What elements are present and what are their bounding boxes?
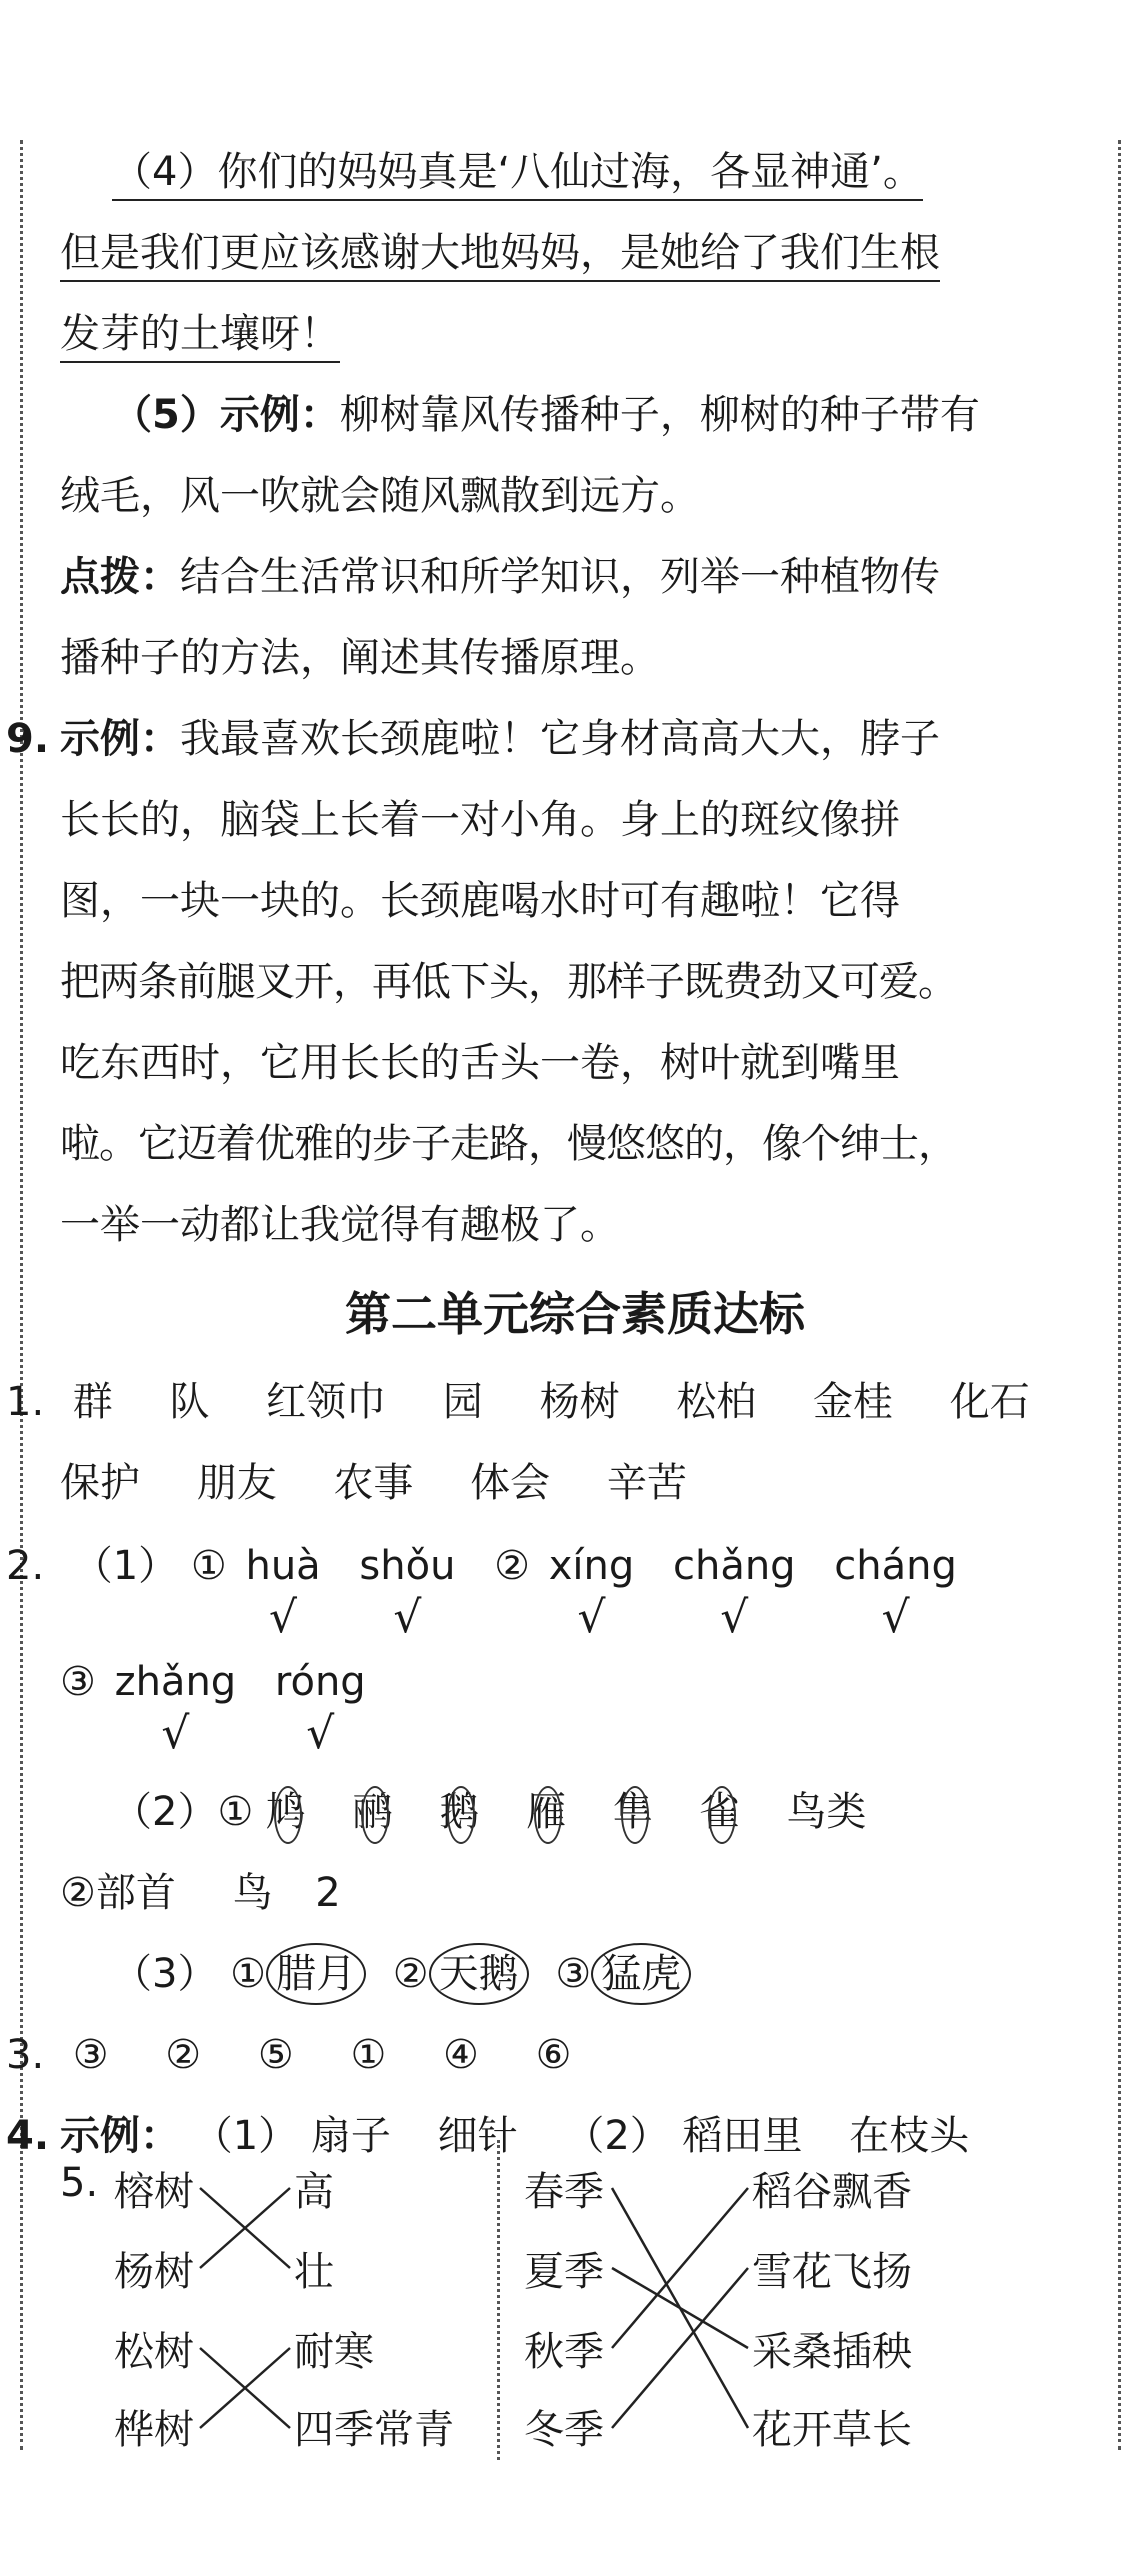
q4-line3: 发芽的土壤呀！ (60, 294, 1090, 375)
tip-line2: 播种子的方法，阐述其传播原理。 (60, 635, 660, 681)
q9-line6: 啦。它迈着优雅的步子走路，慢悠悠的，像个绅士， (60, 1121, 957, 1167)
tree-item: 桦树 (114, 2407, 194, 2453)
tree-item: 松树 (114, 2329, 194, 2375)
right-margin-dotted-line (1118, 140, 1121, 2450)
u2-q2-p2-row1: （2）① 鸠 鹂 鹅 雁 隼 雀 鸟类 (60, 1772, 1090, 1853)
matching-lines (0, 2140, 1143, 2470)
scene-item: 稻谷飘香 (752, 2169, 912, 2215)
q9-line2: 长长的，脑袋上长着一对小角。身上的斑纹像拼 (60, 797, 900, 843)
trait-item: 耐寒 (294, 2329, 374, 2375)
trait-item: 四季常青 (294, 2407, 454, 2453)
pinyin-hua: huà √ (245, 1543, 321, 1643)
u2-q5-num: 5. (60, 2160, 99, 2206)
tree-item: 杨树 (114, 2249, 194, 2295)
q9-line7: 一举一动都让我觉得有趣极了。 (60, 1202, 620, 1248)
crossed-char: 鹂 (353, 1772, 393, 1853)
u2-q2-p2-row2: ②部首 鸟 2 (60, 1870, 341, 1916)
pinyin-zhang: zhǎng √ (114, 1659, 237, 1759)
pinyin-rong: róng √ (274, 1659, 366, 1759)
pinyin-shou: shǒu √ (359, 1543, 456, 1643)
pinyin-chang2: cháng √ (834, 1543, 957, 1643)
season-item: 春季 (524, 2169, 604, 2215)
pinyin-xing: xíng √ (548, 1543, 635, 1643)
q9-line5: 吃东西时，它用长长的舌头一卷，树叶就到嘴里 (60, 1040, 900, 1086)
scene-item: 雪花飞扬 (752, 2249, 912, 2295)
circled-word: 天鹅 (429, 1943, 529, 2005)
match-line (612, 2268, 748, 2428)
q9-line1: 9. 示例：我最喜欢长颈鹿啦！它身材高高大大，脖子 (6, 716, 940, 762)
u2-q3: 3. ③ ② ⑤ ① ④ ⑥ (6, 2032, 572, 2078)
season-item: 夏季 (524, 2249, 604, 2295)
crossed-char: 雁 (526, 1772, 566, 1853)
crossed-char: 鸠 (266, 1772, 306, 1853)
u2-q2-p3: （3） ① 腊月 ② 天鹅 ③ 猛虎 (60, 1934, 1090, 2015)
scene-item: 采桑插秧 (752, 2329, 912, 2375)
crossed-char: 雀 (700, 1772, 740, 1853)
circled-word: 腊月 (266, 1943, 366, 2005)
match-line (612, 2268, 748, 2348)
tree-item: 榕树 (114, 2169, 194, 2215)
q5-line2: 绒毛，风一吹就会随风飘散到远方。 (60, 473, 700, 519)
u2-q4: 4. 示例： （1） 扇子 细针 （2） 稻田里 在枝头 (6, 2113, 970, 2159)
q4-line2: 但是我们更应该感谢大地妈妈，是她给了我们生根 (60, 213, 1090, 294)
answer-page (6, 132, 1090, 2177)
q5-line1: （5）示例：柳树靠风传播种子，柳树的种子带有 (112, 392, 980, 438)
circled-word: 猛虎 (591, 1943, 691, 2005)
season-item: 冬季 (524, 2407, 604, 2453)
trait-item: 壮 (294, 2249, 334, 2295)
u2-q2-p1-row1: 2. （1） ① huà √ shǒu √ ② xíng √ chǎng √ cháng √ (6, 1540, 1090, 1656)
pinyin-chang3: chǎng √ (672, 1543, 796, 1643)
u2-q1-row2: 保护 朋友 农事 体会 辛苦 (60, 1460, 687, 1506)
scene-item: 花开草长 (752, 2407, 912, 2453)
season-item: 秋季 (524, 2329, 604, 2375)
trait-item: 高 (294, 2169, 334, 2215)
unit2-title: 第二单元综合素质达标 (345, 1287, 805, 1341)
q9-line4: 把两条前腿叉开，再低下头，那样子既费劲又可爱。 (60, 959, 957, 1005)
q9-line3: 图，一块一块的。长颈鹿喝水时可有趣啦！它得 (60, 878, 900, 924)
q4-line1: （4）你们的妈妈真是‘八仙过海，各显神通’。 (60, 132, 1090, 213)
crossed-char: 隼 (613, 1772, 653, 1853)
match-line (612, 2188, 748, 2348)
u2-q1-row1: 1. 群 队 红领巾 园 杨树 松柏 金桂 化石 (6, 1379, 1030, 1425)
u2-q5-matching (0, 2140, 1143, 2470)
u2-q2-p1-row2: ③ zhǎng √ róng √ (60, 1656, 1090, 1772)
crossed-char: 鹅 (439, 1772, 479, 1853)
tip-line1: 点拨：结合生活常识和所学知识，列举一种植物传 (60, 554, 940, 600)
